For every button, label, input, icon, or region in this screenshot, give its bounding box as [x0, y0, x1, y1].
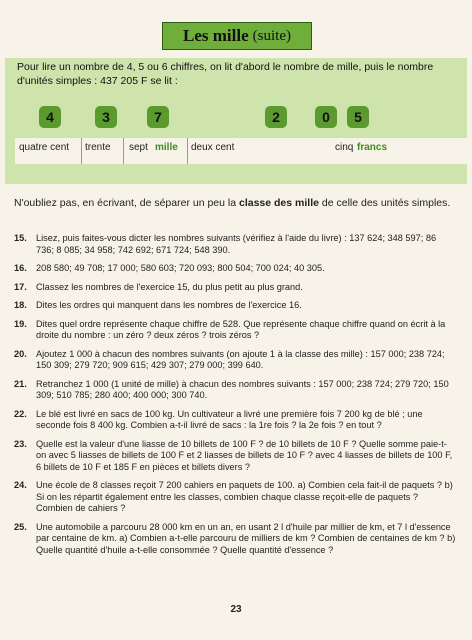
digit-cell-6 — [345, 102, 371, 178]
word-francs: francs — [357, 142, 388, 153]
exercise-text: Une automobile a parcouru 28 000 km en un an, en usant 2 l d'huile par millier de km, et 7 l d'essence par centaine de km. a) Combien a-t-elle parcouru de milliers de km ? Combien de centaines de km ? b) Quelle quantité d'huile a-t-elle consommée ? Quelle quantité d'essence ? — [36, 521, 456, 555]
digit-badge: 3 — [95, 106, 117, 128]
digit-badge: 5 — [347, 106, 369, 128]
digit-cell-1 — [37, 102, 63, 178]
exercise-number: 23. — [14, 438, 27, 449]
exercise-item — [14, 522, 456, 557]
exercise-text: Quelle est la valeur d'une liasse de 10 billets de 100 F ? de 10 billets de 10 F ? Quelle somme paie-t-on avec 5 liasses de billets de 100 F et 2 liasses de billets de 10 F ? avec 4 liasses de billets de 100 F, 6 billets de 10 F et 185 F en pièces et billets divers ? — [36, 438, 453, 472]
digit-cell-5 — [313, 102, 339, 178]
exercise-number: 16. — [14, 263, 27, 273]
note-paragraph — [14, 196, 454, 210]
exercise-number: 17. — [14, 281, 27, 292]
separator — [81, 138, 82, 164]
page-title — [162, 22, 312, 50]
title-suite: (suite) — [252, 27, 291, 44]
exercise-number: 24. — [14, 480, 27, 490]
word-strip — [15, 138, 467, 164]
exercise-text: Le blé est livré en sacs de 100 kg. Un cultivateur a livré une première fois 7 200 kg de blé ; une seconde fois 8 400 kg. Combien a-t-il livré de sacs : la 1re fois ? la 2e fois ? en tout ? — [36, 408, 423, 430]
exercise-item — [14, 319, 456, 342]
note-after: de celle des unités simples. — [318, 197, 451, 209]
exercise-item — [14, 349, 456, 372]
exercise-item — [14, 233, 456, 256]
exercise-text: Dites les ordres qui manquent dans les nombres de l'exercice 16. — [36, 300, 302, 310]
digit-cell-3 — [145, 102, 171, 178]
digit-reading-row — [15, 102, 465, 178]
intro-text: Pour lire un nombre de 4, 5 ou 6 chiffres, on lit d'abord le nombre de mille, puis le nombre d'unités simples : 437 205 F se lit : — [17, 61, 434, 87]
digit-cell-2 — [93, 102, 119, 178]
exercise-text: Classez les nombres de l'exercice 15, du plus petit au plus grand. — [36, 281, 303, 292]
exercise-text: Dites quel ordre représente chaque chiffre de 528. Que représente chaque chiffre quand on écrit à la droite du nombre : un zéro ? deux zéros ? trois zéros ? — [36, 318, 446, 340]
digit-badge: 4 — [39, 106, 61, 128]
exercise-item — [14, 409, 456, 432]
word-cinq: cinq — [335, 142, 354, 153]
exercise-item — [14, 379, 456, 402]
exercise-text: 208 580; 49 708; 17 000; 580 603; 720 093; 800 504; 700 024; 40 305. — [36, 263, 325, 273]
exercise-item — [14, 282, 456, 294]
exercise-list — [14, 233, 456, 563]
page-number: 23 — [230, 604, 242, 615]
note-before: N'oubliez pas, en écrivant, de séparer un peu la — [14, 197, 239, 209]
exercise-number: 18. — [14, 300, 27, 310]
exercise-item — [14, 439, 456, 474]
separator — [123, 138, 124, 164]
note-bold: classe des mille — [238, 197, 319, 209]
exercise-item — [14, 300, 456, 312]
exercise-number: 25. — [14, 521, 27, 532]
word-sept: sept — [129, 142, 148, 153]
exercise-item — [14, 480, 456, 515]
digit-cell-4 — [263, 102, 289, 178]
exercise-text: Retranchez 1 000 (1 unité de mille) à chacun des nombres suivants : 157 000; 238 724; 279 720; 150 309; 510 785; 280 400; 400 000; 300 740. — [36, 378, 449, 400]
separator — [187, 138, 188, 164]
exercise-text: Ajoutez 1 000 à chacun des nombres suivants (on ajoute 1 à la classe des mille) : 157 000; 238 724; 150 309; 279 720; 909 615; 429 307; 279 000; 399 640. — [36, 348, 445, 370]
exercise-number: 22. — [14, 408, 27, 419]
title-main: Les mille — [183, 26, 249, 45]
exercise-number: 15. — [14, 233, 27, 243]
digit-badge: 0 — [315, 106, 337, 128]
exercise-text: Une école de 8 classes reçoit 7 200 cahiers en paquets de 100. a) Combien cela fait-il de paquets ? b) Si on les répartit également entre les classes, combien chaque classe reçoit-elle de paquets ? Combien de cahiers ? — [36, 480, 453, 513]
exercise-number: 20. — [14, 348, 27, 359]
exercise-text: Lisez, puis faites-vous dicter les nombres suivants (vérifiez à l'aide du livre) : 137 624; 348 597; 86 736; 8 085; 34 958; 742 692; 671 724; 548 390. — [36, 233, 437, 255]
exercise-item — [14, 263, 456, 275]
word-quatre-cent: quatre cent — [19, 142, 70, 153]
word-trente: trente — [85, 142, 111, 153]
exercise-number: 21. — [14, 378, 27, 389]
word-deux-cent: deux cent — [191, 142, 235, 153]
exercise-number: 19. — [14, 318, 27, 329]
digit-badge: 7 — [147, 106, 169, 128]
digit-badge: 2 — [265, 106, 287, 128]
example-panel — [5, 58, 467, 184]
word-mille: mille — [155, 142, 178, 153]
